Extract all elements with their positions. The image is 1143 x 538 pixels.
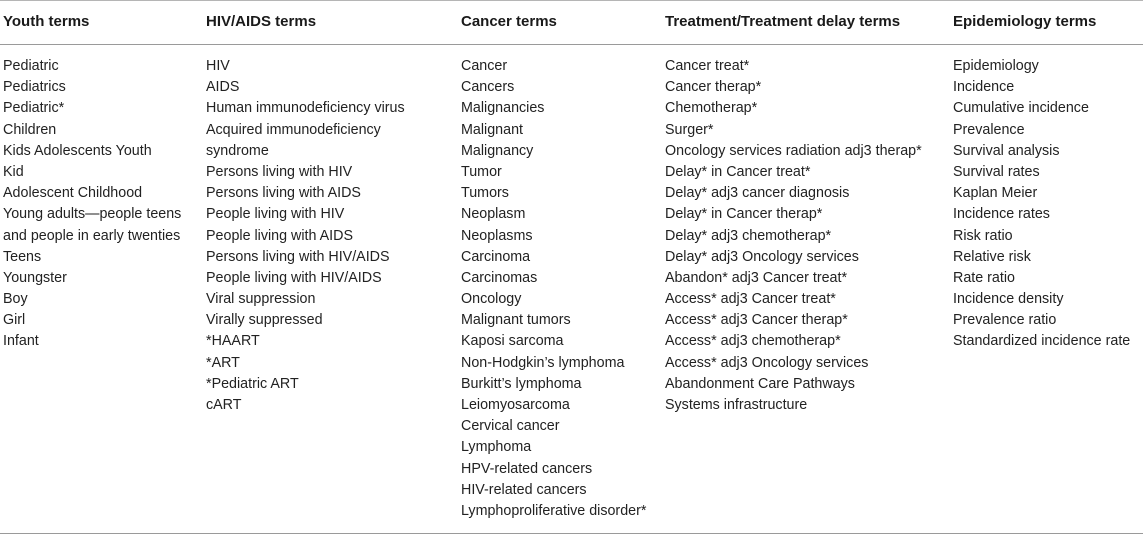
term-cell: Teens xyxy=(3,248,42,265)
term-cell: Prevalence ratio xyxy=(953,312,1057,329)
term-cell: syndrome xyxy=(206,142,269,159)
term-cell: Kaposi sarcoma xyxy=(461,333,564,350)
term-cell: HPV-related cancers xyxy=(461,460,593,477)
term-cell: Pediatrics xyxy=(3,79,66,96)
term-cell: Incidence xyxy=(953,79,1015,96)
term-cell: Non-Hodgkin’s lymphoma xyxy=(461,354,625,371)
term-cell: Pediatric* xyxy=(3,100,65,117)
term-cell: Kaplan Meier xyxy=(953,185,1038,202)
column-header: Treatment/Treatment delay terms xyxy=(665,13,901,30)
term-cell: Youngster xyxy=(3,269,67,286)
term-cell: Abandonment Care Pathways xyxy=(665,375,855,392)
term-cell: Burkitt’s lymphoma xyxy=(461,375,582,392)
column-header: Youth terms xyxy=(3,13,90,30)
term-cell: Oncology services radiation adj3 therap* xyxy=(665,142,922,159)
term-cell: People living with HIV/AIDS xyxy=(206,269,382,286)
term-list xyxy=(953,56,1130,353)
term-cell: Kid xyxy=(3,163,24,180)
term-cell: Delay* adj3 chemotherap* xyxy=(665,227,832,244)
term-list xyxy=(206,56,405,416)
term-cell: Lymphoproliferative disorder* xyxy=(461,502,647,519)
term-cell: Incidence density xyxy=(953,291,1064,308)
term-cell: Delay* in Cancer treat* xyxy=(665,163,811,180)
term-cell: Virally suppressed xyxy=(206,312,323,329)
term-cell: Malignant tumors xyxy=(461,312,571,329)
term-cell: Girl xyxy=(3,312,26,329)
term-cell: Access* adj3 Cancer treat* xyxy=(665,291,836,308)
term-cell: People living with AIDS xyxy=(206,227,354,244)
term-cell: HIV xyxy=(206,58,230,74)
term-cell: Children xyxy=(3,121,57,138)
term-cell: Pediatric xyxy=(3,58,59,74)
term-cell: Survival analysis xyxy=(953,142,1060,159)
term-cell: Persons living with AIDS xyxy=(206,185,361,202)
term-cell: Neoplasms xyxy=(461,227,533,244)
term-cell: Survival rates xyxy=(953,163,1040,180)
term-cell: Delay* adj3 Oncology services xyxy=(665,248,859,265)
term-cell: Malignant xyxy=(461,121,523,138)
term-cell: Cancer therap* xyxy=(665,79,762,96)
term-cell: Acquired immunodeficiency xyxy=(206,121,381,138)
term-cell: Infant xyxy=(3,333,39,350)
term-cell: cART xyxy=(206,397,242,413)
term-cell: Young adults—people teens xyxy=(3,206,182,223)
term-cell: Persons living with HIV/AIDS xyxy=(206,248,390,265)
term-cell: *Pediatric ART xyxy=(206,375,299,392)
term-cell: Oncology xyxy=(461,291,522,308)
term-cell: Incidence rates xyxy=(953,206,1050,223)
term-cell: Tumors xyxy=(461,185,509,202)
term-cell: Persons living with HIV xyxy=(206,163,353,180)
term-cell: *ART xyxy=(206,354,240,371)
column-header: Cancer terms xyxy=(461,13,557,30)
term-cell: Surger* xyxy=(665,121,714,138)
column-header: HIV/AIDS terms xyxy=(206,13,317,30)
term-cell: Chemotherap* xyxy=(665,100,758,117)
term-cell: Viral suppression xyxy=(206,291,316,308)
term-cell: Cancer xyxy=(461,58,508,74)
term-cell: Delay* adj3 cancer diagnosis xyxy=(665,185,850,202)
term-cell: People living with HIV xyxy=(206,206,345,223)
term-list xyxy=(665,56,922,416)
term-cell: Malignancies xyxy=(461,100,545,117)
term-list xyxy=(461,56,646,522)
column-header: Epidemiology terms xyxy=(953,13,1097,30)
term-cell: Tumor xyxy=(461,163,502,180)
term-cell: Standardized incidence rate xyxy=(953,333,1131,350)
term-cell: HIV-related cancers xyxy=(461,481,587,498)
term-cell: Malignancy xyxy=(461,142,534,159)
term-cell: Access* adj3 Cancer therap* xyxy=(665,312,848,329)
term-cell: Systems infrastructure xyxy=(665,397,808,413)
term-cell: Access* adj3 Oncology services xyxy=(665,354,869,371)
term-cell: Leiomyosarcoma xyxy=(461,397,570,413)
term-cell: *HAART xyxy=(206,333,260,350)
term-list xyxy=(3,56,181,353)
term-cell: Human immunodeficiency virus xyxy=(206,100,405,117)
term-cell: Cancer treat* xyxy=(665,58,750,74)
term-cell: Cancers xyxy=(461,79,515,96)
term-cell: Boy xyxy=(3,291,28,308)
term-cell: Relative risk xyxy=(953,248,1031,265)
table-top-rule xyxy=(0,0,1143,1)
term-cell: Abandon* adj3 Cancer treat* xyxy=(665,269,848,286)
table-header-rule xyxy=(0,44,1143,45)
term-cell: and people in early twenties xyxy=(3,227,181,244)
term-cell: Cumulative incidence xyxy=(953,100,1089,117)
term-cell: Kids Adolescents Youth xyxy=(3,142,152,159)
term-cell: Delay* in Cancer therap* xyxy=(665,206,823,223)
term-cell: Carcinoma xyxy=(461,248,531,265)
term-cell: Access* adj3 chemotherap* xyxy=(665,333,841,350)
term-cell: Epidemiology xyxy=(953,58,1039,74)
term-cell: Risk ratio xyxy=(953,227,1013,244)
term-cell: Neoplasm xyxy=(461,206,526,223)
term-cell: Prevalence xyxy=(953,121,1025,138)
table-bottom-rule xyxy=(0,533,1143,534)
term-cell: Lymphoma xyxy=(461,439,532,456)
term-cell: Cervical cancer xyxy=(461,418,560,435)
term-cell: AIDS xyxy=(206,79,240,96)
term-cell: Adolescent Childhood xyxy=(3,185,143,202)
term-cell: Carcinomas xyxy=(461,269,538,286)
term-cell: Rate ratio xyxy=(953,269,1015,286)
